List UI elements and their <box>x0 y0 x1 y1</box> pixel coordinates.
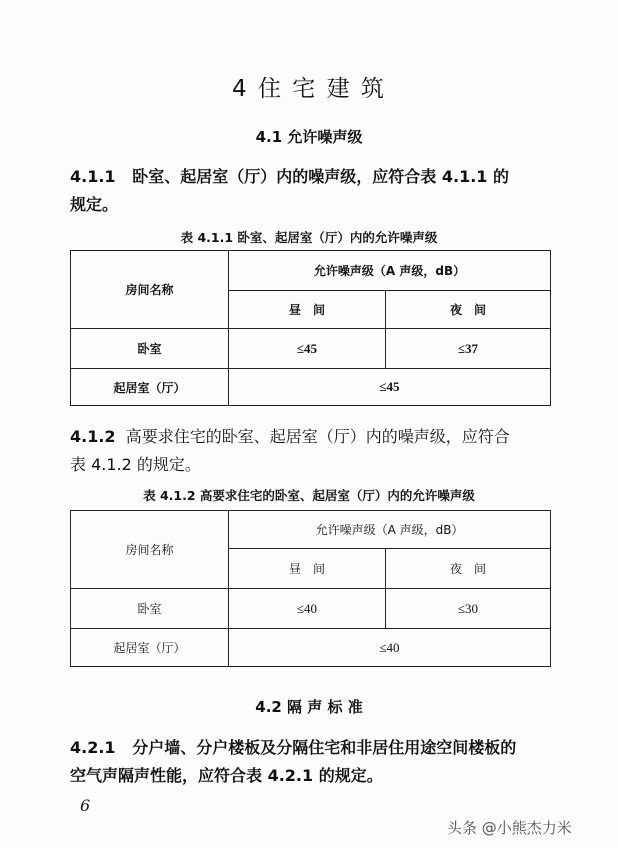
cell-room: 卧室 <box>71 329 229 369</box>
cell-night: ≤37 <box>386 329 551 369</box>
clause-number: 4.1.1 <box>70 167 116 186</box>
cell-night: ≤30 <box>386 589 551 629</box>
clause-text: 高要求住宅的卧室、起居室（厅）内的噪声级，应符合 <box>125 427 510 446</box>
page-number: 6 <box>80 796 91 815</box>
clause-4-1-2-line1 <box>70 424 510 447</box>
clause-4-1-2-line2: 表 4.1.2 的规定。 <box>70 455 201 474</box>
cell-all: ≤40 <box>229 629 551 667</box>
chapter-title: 4 住 宅 建 筑 <box>232 76 386 102</box>
clause-text: 分户墙、分户楼板及分隔住宅和非居住用途空间楼板的 <box>132 738 517 757</box>
header-night: 夜 间 <box>386 549 551 589</box>
header-room: 房间名称 <box>71 251 229 329</box>
clause-4-2-1-line1 <box>70 735 516 758</box>
table-row <box>71 629 551 667</box>
header-day: 昼 间 <box>229 291 386 329</box>
section-heading-4-2: 4.2 隔 声 标 准 <box>255 698 363 716</box>
table-row <box>71 329 551 369</box>
watermark: 头条 @小熊杰力米 <box>447 819 572 837</box>
header-room: 房间名称 <box>71 511 229 589</box>
clause-number: 4.2.1 <box>70 738 116 757</box>
table-caption: 表 4.1.2 高要求住宅的卧室、起居室（厅）内的允许噪声级 <box>143 488 475 503</box>
cell-room: 卧室 <box>71 589 229 629</box>
header-night: 夜 间 <box>386 291 551 329</box>
header-group: 允许噪声级（A 声级，dB） <box>229 251 551 291</box>
table-row <box>71 589 551 629</box>
clause-number: 4.1.2 <box>70 427 116 446</box>
table-4-1-1 <box>70 250 551 406</box>
clause-4-2-1-line2: 空气声隔声性能，应符合表 4.2.1 的规定。 <box>70 766 383 785</box>
cell-room: 起居室（厅） <box>71 369 229 406</box>
cell-room: 起居室（厅） <box>71 629 229 667</box>
table-4-1-2 <box>70 510 551 667</box>
clause-text: 卧室、起居室（厅）内的噪声级，应符合表 4.1.1 的 <box>132 167 509 186</box>
section-heading-4-1: 4.1 允许噪声级 <box>255 128 363 146</box>
header-day: 昼 间 <box>229 549 386 589</box>
table-caption: 表 4.1.1 卧室、起居室（厅）内的允许噪声级 <box>180 230 438 245</box>
cell-all: ≤45 <box>229 369 551 406</box>
table-row <box>71 369 551 406</box>
clause-4-1-1-line2: 规定。 <box>70 195 119 214</box>
cell-day: ≤40 <box>229 589 386 629</box>
clause-4-1-1-line1 <box>70 164 509 187</box>
cell-day: ≤45 <box>229 329 386 369</box>
header-group: 允许噪声级（A 声级，dB） <box>229 511 551 549</box>
